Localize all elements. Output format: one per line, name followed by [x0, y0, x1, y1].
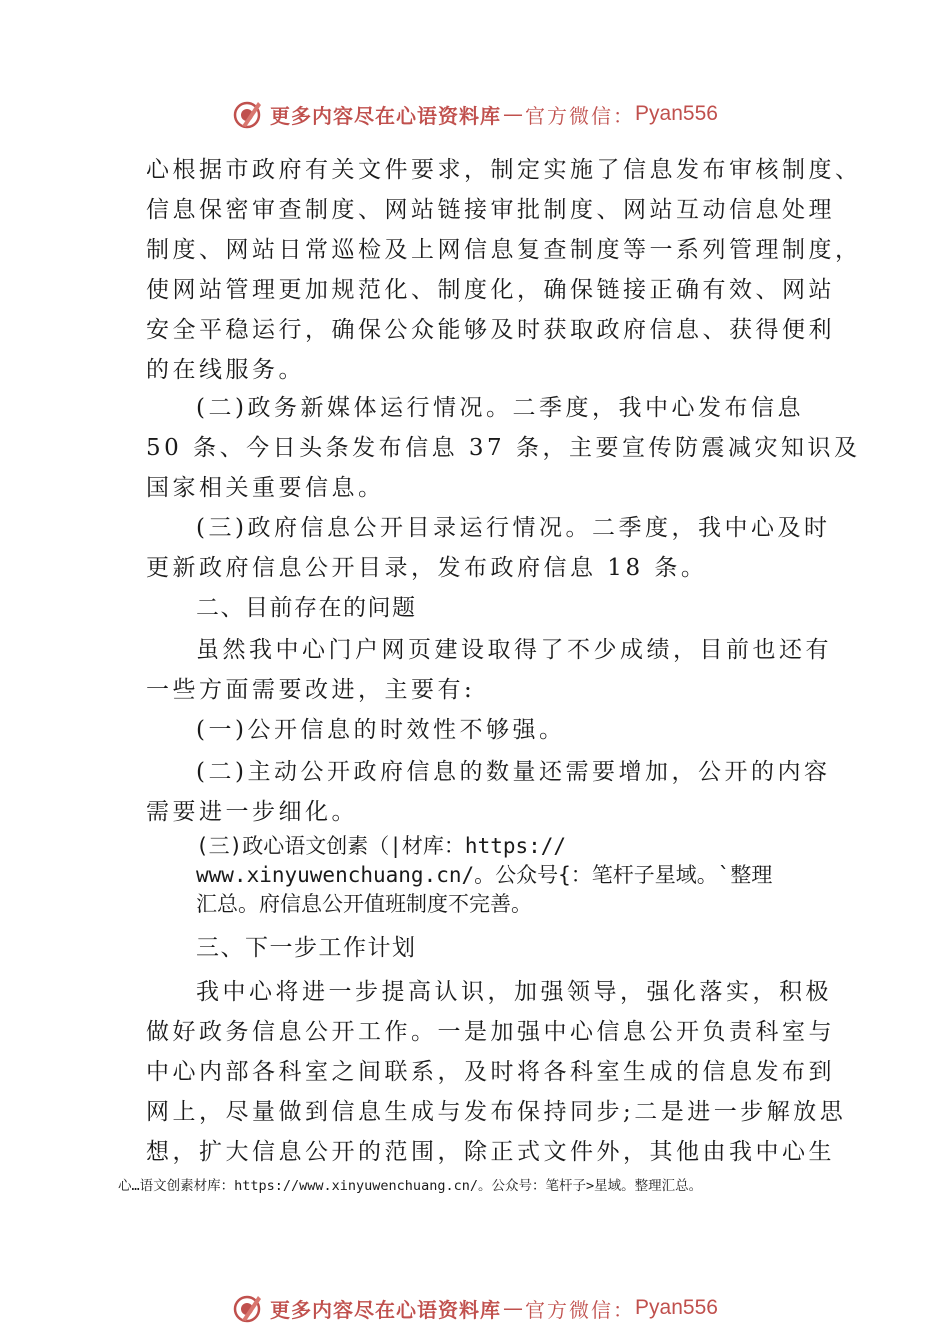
text-line: 心根据市政府有关文件要求，制定实施了信息发布审核制度、: [146, 157, 862, 183]
quill-seal-icon: [232, 1292, 264, 1324]
text-line: 我中心将进一步提高认识，加强领导，强化落实，积极: [196, 979, 832, 1005]
paragraph-continuation: [146, 150, 862, 390]
section-heading-problems: [146, 588, 816, 628]
text-line: (一)公开信息的时效性不够强。: [196, 717, 566, 743]
text-line: 需要进一步细化。: [146, 799, 358, 825]
text-line: 网上，尽量做到信息生成与发布保持同步;二是进一步解放思: [146, 1099, 847, 1125]
text-line: 使网站管理更加规范化、制度化，确保链接正确有效、网站: [146, 277, 835, 303]
text-line: 虽然我中心门户网页建设取得了不少成绩，目前也还有: [196, 637, 832, 663]
text-line: www.xinyuwenchuang.cn/。公众号{：笔杆子星域。`整理: [196, 863, 773, 887]
paragraph-new-media: [146, 388, 861, 508]
paragraph-problem-1: [146, 710, 816, 750]
text-line: 更新政府信息公开目录，发布政府信息 18 条。: [146, 555, 708, 581]
paragraph-plan: [146, 972, 847, 1172]
text-line: 的在线服务。: [146, 357, 305, 383]
paragraph-problem-2: [146, 752, 831, 832]
text-line: (三)政心语文创素（|材库：https://: [196, 834, 567, 858]
section-heading-plan: [146, 928, 816, 968]
text-line: 做好政务信息公开工作。一是加强中心信息公开负责科室与: [146, 1019, 835, 1045]
text-line: (二)政务新媒体运行情况。二季度，我中心发布信息: [196, 395, 804, 421]
text-line: 想，扩大信息公开的范围，除正式文件外，其他由我中心生: [146, 1139, 835, 1165]
header-banner: [0, 94, 950, 134]
heading-text: 二、目前存在的问题: [196, 595, 417, 621]
text-line: 中心内部各科室之间联系，及时将各科室生成的信息发布到: [146, 1059, 835, 1085]
paragraph-directory: [146, 508, 831, 588]
text-line: 一些方面需要改进，主要有:: [146, 677, 476, 703]
paragraph-problems-intro: [146, 630, 832, 710]
footer-banner: [0, 1288, 950, 1328]
text-line: (三)政府信息公开目录运行情况。二季度，我中心及时: [196, 515, 831, 541]
text-line: 制度、网站日常巡检及上网信息复查制度等一系列管理制度，: [146, 237, 862, 263]
text-line: 国家相关重要信息。: [146, 475, 385, 501]
banner-title: 更多内容尽在心语资料库: [270, 103, 502, 128]
text-line: 50 条、今日头条发布信息 37 条，主要宣传防震减灾知识及: [146, 435, 861, 461]
banner-wechat-label: 官方微信：: [525, 1297, 636, 1322]
quill-seal-icon: [232, 98, 264, 130]
paragraph-problem-3: [196, 832, 846, 919]
text-line: 信息保密审查制度、网站链接审批制度、网站互动信息处理: [146, 197, 835, 223]
banner-wechat-id: Pyan556: [635, 1296, 718, 1319]
text-line: 安全平稳运行，确保公众能够及时获取政府信息、获得便利: [146, 317, 835, 343]
text-line: 汇总。府信息公开值班制度不完善。: [196, 892, 532, 916]
banner-title: 更多内容尽在心语资料库: [270, 1297, 502, 1322]
footer-note: 心…语文创素材库：https://www.xinyuwenchuang.cn/。公众号：笔杆子>星域。整理汇总。: [118, 1178, 703, 1194]
text-line: (二)主动公开政府信息的数量还需要增加，公开的内容: [196, 759, 831, 785]
banner-wechat-label: 官方微信：: [525, 103, 636, 128]
banner-separator: —: [503, 1296, 524, 1320]
heading-text: 三、下一步工作计划: [196, 935, 417, 961]
banner-wechat-id: Pyan556: [635, 102, 718, 125]
banner-separator: —: [503, 102, 524, 126]
